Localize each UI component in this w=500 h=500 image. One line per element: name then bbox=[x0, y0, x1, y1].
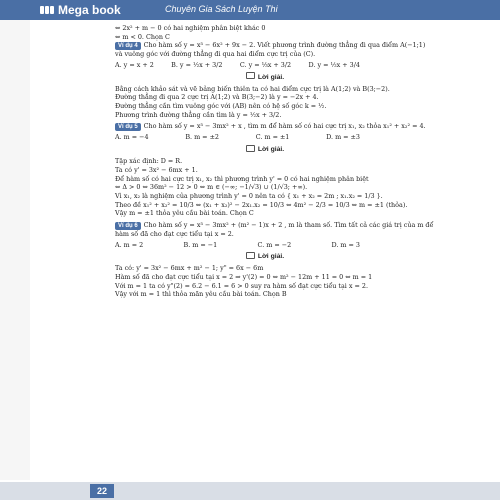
solution-heading: Lời giải. bbox=[115, 73, 415, 82]
option-d: D. y = ½x + 3/4 bbox=[308, 61, 360, 70]
option-c: C. m = −2 bbox=[257, 240, 292, 249]
text-line: ⇔ Δ > 0 ⇔ 36m² − 12 > 0 ⇔ m ∈ (−∞; −1/√3) ∪ (1/√3; +∞). bbox=[115, 183, 308, 192]
example-5-question: Ví dụ 5 Cho hàm số y = x³ − 3mx² + x , tìm m để hàm số có hai cực trị x₁, x₂ thỏa x₁² + x₂² = 4. bbox=[115, 122, 415, 131]
text-line: Theo đề x₁² + x₂² = 10/3 ⇔ (x₁ + x₂)² − 2x₁.x₂ = 10/3 ⇔ 4m² − 2/3 = 10/3 ⇔ m = ±1 (thỏa). bbox=[115, 200, 408, 209]
header-subtitle: Chuyên Gia Sách Luyện Thi bbox=[165, 4, 278, 14]
option-a: A. m = 2 bbox=[115, 240, 144, 249]
text-line: ⇔ 2x² + m − 0 có hai nghiệm phân biệt khác 0 bbox=[115, 24, 266, 32]
option-c: C. y = ⅓x + 3/2 bbox=[239, 61, 292, 70]
text-line: và vuông góc với đường thẳng đi qua hai điểm cực trị của (C). bbox=[115, 50, 316, 59]
page-header bbox=[0, 0, 500, 20]
text-line: Vậy m = ±1 thỏa yêu cầu bài toán. Chọn C bbox=[115, 209, 254, 218]
text-line: Với m = 1 ta có y"(2) = 6.2 − 6.1 = 6 > 0 suy ra hàm số đạt cực tiểu tại x = 2. bbox=[115, 281, 368, 290]
answer-options bbox=[115, 133, 360, 142]
text-line: ⇔ m < 0. Chọn C bbox=[115, 32, 170, 41]
option-a: A. m = −4 bbox=[115, 133, 149, 142]
example-6-question: Ví dụ 6 Cho hàm số y = x³ − 3mx² + (m² − 1)x + 2 , m là tham số. Tìm tất cả các giá trị của m để bbox=[115, 221, 415, 230]
option-b: B. m = ±2 bbox=[185, 133, 219, 142]
solution-icon bbox=[246, 72, 255, 79]
solution-icon bbox=[246, 145, 255, 152]
text-line: Tập xác định: D = R. bbox=[115, 157, 183, 166]
option-a: A. y = x + 2 bbox=[115, 61, 154, 70]
brand-name: Mega book bbox=[58, 3, 121, 17]
page-footer bbox=[0, 482, 500, 500]
option-c: C. m = ±1 bbox=[255, 133, 290, 142]
option-b: B. m = −1 bbox=[183, 240, 218, 249]
example-tag: Ví dụ 5 bbox=[115, 123, 141, 131]
option-d: D. m = ±3 bbox=[326, 133, 360, 142]
text-line: Ta có: y' = 3x² − 6mx + m² − 1; y" = 6x − 6m bbox=[115, 264, 264, 273]
answer-options bbox=[115, 241, 360, 250]
example-tag: Ví dụ 6 bbox=[115, 222, 141, 230]
text-line: hàm số đã cho đạt cực tiểu tại x = 2. bbox=[115, 229, 234, 238]
text-line: Đường thẳng đi qua 2 cực trị A(1;2) và B(3;−2) là y = −2x + 4. bbox=[115, 93, 319, 102]
left-margin bbox=[0, 20, 30, 480]
logo-icon bbox=[40, 5, 54, 15]
answer-options bbox=[115, 61, 360, 70]
example-tag: Ví dụ 4 bbox=[115, 42, 141, 50]
example-4-question: Ví dụ 4 Cho hàm số y = x³ − 6x² + 9x − 2. Viết phương trình đường thẳng đi qua điểm A(−1;1) bbox=[115, 41, 415, 50]
solution-heading: Lời giải. bbox=[115, 252, 415, 261]
text-line: Để hàm số có hai cực trị x₁, x₂ thì phương trình y' = 0 có hai nghiệm phân biệt bbox=[115, 174, 369, 183]
option-b: B. y = ½x + 3/2 bbox=[171, 61, 223, 70]
text-line: Vì x₁, x₂ là nghiệm của phương trình y' = 0 nên ta có { x₁ + x₂ = 2m ; x₁.x₂ = 1/3 }. bbox=[115, 191, 383, 200]
text-line: Hàm số đã cho đạt cực tiểu tại x = 2 ⇒ y'(2) = 0 ⇔ m² − 12m + 11 = 0 ⇔ m = 1 bbox=[115, 272, 373, 281]
solution-heading: Lời giải. bbox=[115, 145, 415, 154]
text-line: Bằng cách khảo sát và vẽ bảng biến thiên ta có hai điểm cực trị là A(1;2) và B(3;−2). bbox=[115, 84, 390, 93]
text-line: Đường thẳng cần tìm vuông góc với (AB) nên có hệ số góc k = ½. bbox=[115, 102, 327, 111]
text-line: Phương trình đường thẳng cần tìm là y = ½x + 3/2. bbox=[115, 110, 282, 119]
page-content bbox=[115, 24, 434, 299]
solution-icon bbox=[246, 252, 255, 259]
page-number: 22 bbox=[90, 484, 114, 498]
option-d: D. m = 3 bbox=[331, 240, 360, 249]
text-line: Vậy với m = 1 thì thỏa mãn yêu cầu bài toán. Chọn B bbox=[115, 290, 287, 299]
brand-logo bbox=[40, 2, 121, 18]
text-line: Ta có y' = 3x² − 6mx + 1. bbox=[115, 165, 198, 174]
